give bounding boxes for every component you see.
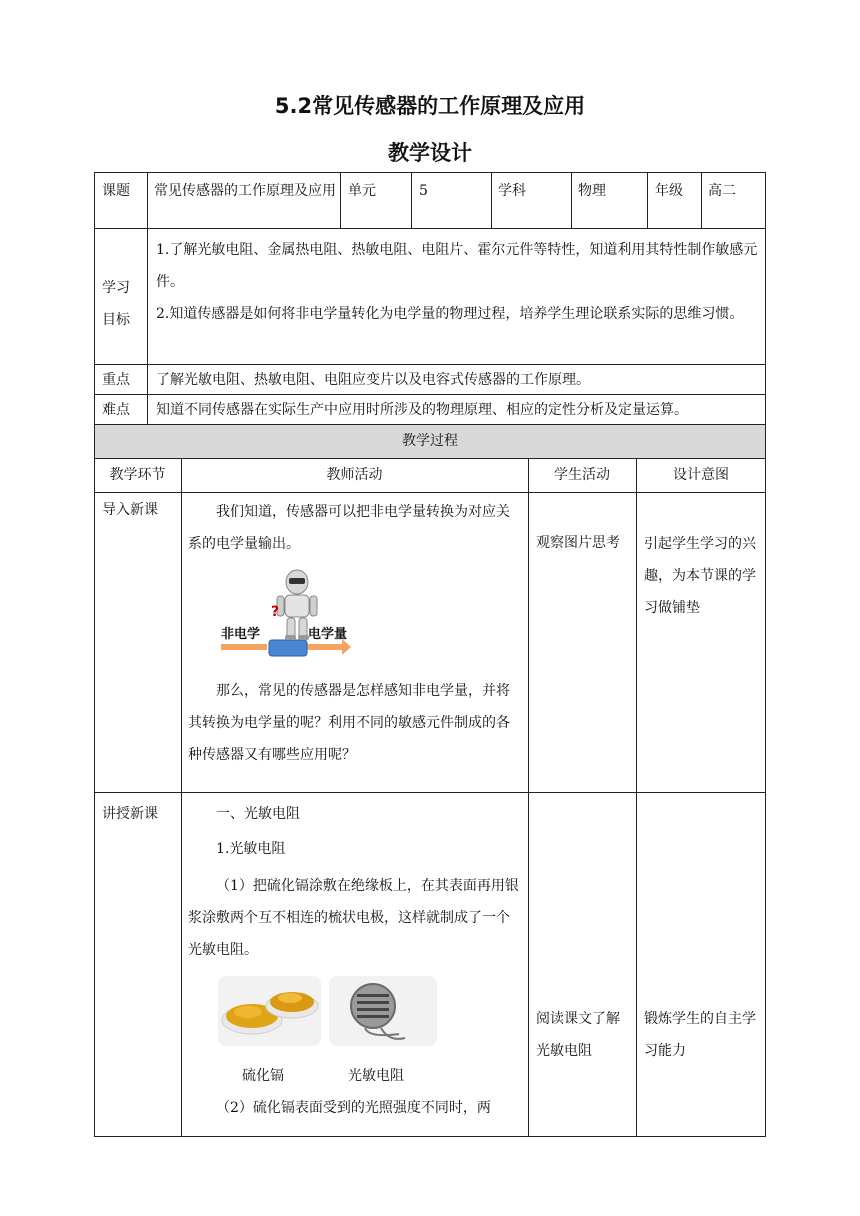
row1-stage: 导入新课 — [102, 502, 158, 518]
row2-heading: 一、光敏电阻 — [216, 806, 300, 822]
document-title: 5.2常见传感器的工作原理及应用 — [274, 94, 586, 118]
key-point-label: 重点 — [102, 372, 130, 388]
caption-photoresistor: 光敏电阻 — [348, 1068, 404, 1084]
course-label: 课题 — [102, 183, 130, 199]
subject-value: 物理 — [578, 183, 606, 199]
row1-teacher-p2: 那么，常见的传感器是怎样感知非电学量，并将其转换为电学量的呢？利用不同的敏感元件制成的各种传感器又有哪些应用呢？ — [188, 683, 510, 763]
row2-subheading: 1.光敏电阻 — [216, 841, 286, 857]
sensor-concept-figure-svg — [215, 566, 360, 662]
sensor-concept-figure — [215, 566, 360, 662]
row1-intent: 引起学生学习的兴趣，为本节课的学习做铺垫 — [644, 536, 756, 616]
header-student: 学生活动 — [554, 467, 610, 483]
header-intent: 设计意图 — [673, 467, 729, 483]
row1-student: 观察图片思考 — [536, 535, 620, 551]
subject-label: 学科 — [498, 183, 526, 199]
row2-p1: （1）把硫化镉涂敷在绝缘板上，在其表面再用银浆涂敷两个互不相连的梳状电极，这样就制成了一个光敏电阻。 — [188, 878, 519, 958]
photoresistor-image — [329, 976, 437, 1046]
row2-intent: 锻炼学生的自主学习能力 — [644, 1011, 756, 1059]
grade-value: 高二 — [708, 183, 736, 199]
row2-stage: 讲授新课 — [102, 806, 158, 822]
figure-question-mark: ? — [271, 604, 280, 620]
key-point-text: 了解光敏电阻、热敏电阻、电阻应变片以及电容式传感器的工作原理。 — [156, 372, 590, 388]
cadmium-sulfide-image — [218, 976, 321, 1046]
difficulty-label: 难点 — [102, 402, 130, 418]
header-teacher: 教师活动 — [326, 467, 383, 483]
goals-label: 学习目标 — [102, 280, 130, 328]
figure-label-left: 非电学 — [221, 627, 261, 642]
grade-label: 年级 — [655, 183, 683, 199]
difficulty-text: 知道不同传感器在实际生产中应用时所涉及的物理原理、相应的定性分析及定量运算。 — [156, 402, 688, 418]
row2-p2: （2）硫化镉表面受到的光照强度不同时，两 — [216, 1100, 491, 1116]
row1-teacher-p1: 我们知道，传感器可以把非电学量转换为对应关系的电学量输出。 — [188, 504, 510, 552]
caption-cadmium-sulfide: 硫化镉 — [242, 1068, 284, 1084]
figure-label-right: 电学量 — [308, 627, 348, 642]
unit-label: 单元 — [348, 183, 376, 199]
course-value: 常见传感器的工作原理及应用 — [154, 183, 336, 199]
row2-student: 阅读课文了解光敏电阻 — [536, 1011, 620, 1059]
unit-value: 5 — [419, 183, 428, 199]
goals-item-2: 2.知道传感器是如何将非电学量转化为电学量的物理过程，培养学生理论联系实际的思维习惯。 — [156, 306, 744, 322]
process-heading: 教学过程 — [402, 433, 458, 449]
document-subtitle: 教学设计 — [388, 141, 472, 165]
header-stage: 教学环节 — [109, 467, 166, 483]
goals-item-1: 1.了解光敏电阻、金属热电阻、热敏电阻、电阻片、霍尔元件等特性，知道利用其特性制作敏感元件。 — [156, 242, 758, 290]
